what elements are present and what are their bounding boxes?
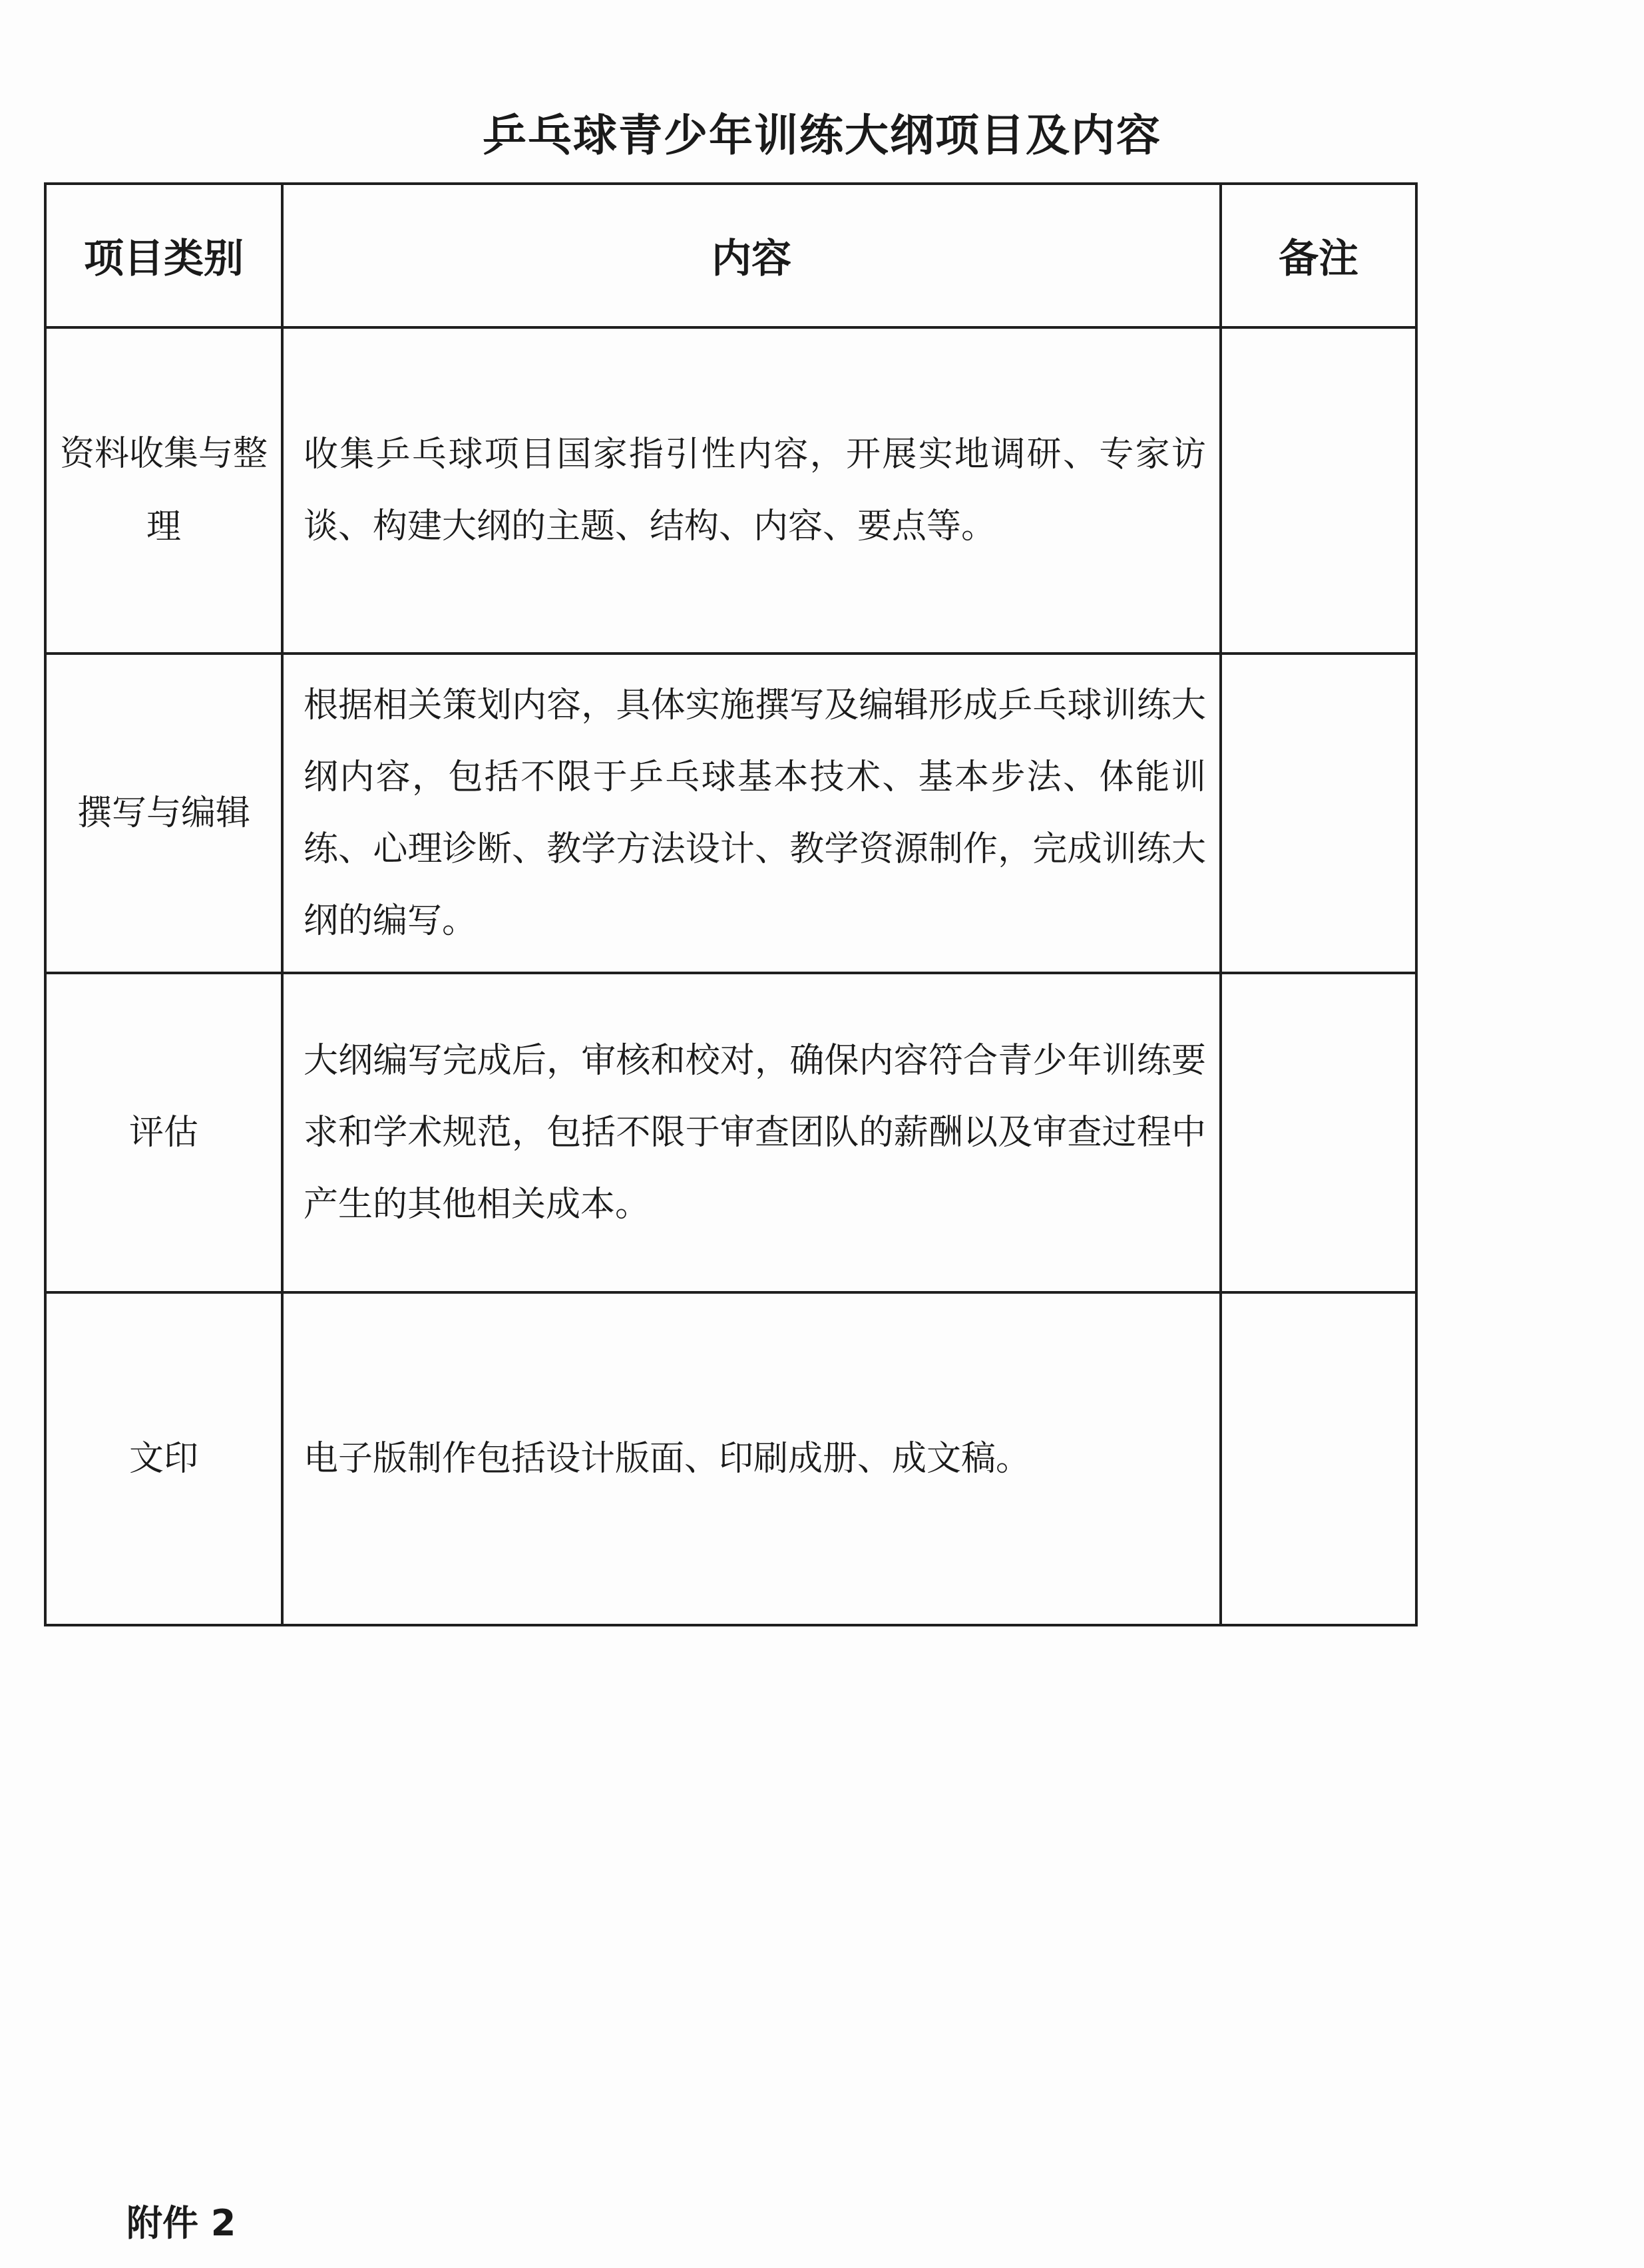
row-content: 电子版制作包括设计版面、印刷成册、成文稿。 bbox=[282, 1292, 1221, 1625]
table-header-row bbox=[45, 184, 1416, 327]
table-row bbox=[45, 654, 1416, 973]
row-category: 资料收集与整理 bbox=[45, 327, 282, 654]
document-title: 乒乓球青少年训练大纲项目及内容 bbox=[483, 110, 1161, 161]
row-category: 文印 bbox=[45, 1292, 282, 1625]
table-row bbox=[45, 327, 1416, 654]
table-row bbox=[45, 1292, 1416, 1625]
header-category: 项目类别 bbox=[45, 184, 282, 327]
row-note bbox=[1221, 973, 1416, 1292]
row-content: 收集乒乓球项目国家指引性内容，开展实地调研、专家访谈、构建大纲的主题、结构、内容、要点等。 bbox=[282, 327, 1221, 654]
row-content: 根据相关策划内容，具体实施撰写及编辑形成乒乓球训练大纲内容，包括不限于乒乓球基本技术、基本步法、体能训练、心理诊断、教学方法设计、教学资源制作，完成训练大纲的编写。 bbox=[282, 654, 1221, 973]
table-row bbox=[45, 973, 1416, 1292]
row-note bbox=[1221, 327, 1416, 654]
attachment-label: 附件 2 bbox=[126, 2202, 236, 2244]
row-content: 大纲编写完成后，审核和校对，确保内容符合青少年训练要求和学术规范，包括不限于审查团队的薪酬以及审查过程中产生的其他相关成本。 bbox=[282, 973, 1221, 1292]
training-outline-table bbox=[44, 182, 1418, 1626]
header-content: 内容 bbox=[282, 184, 1221, 327]
row-note bbox=[1221, 1292, 1416, 1625]
row-category: 评估 bbox=[45, 973, 282, 1292]
row-category: 撰写与编辑 bbox=[45, 654, 282, 973]
row-note bbox=[1221, 654, 1416, 973]
header-note: 备注 bbox=[1221, 184, 1416, 327]
